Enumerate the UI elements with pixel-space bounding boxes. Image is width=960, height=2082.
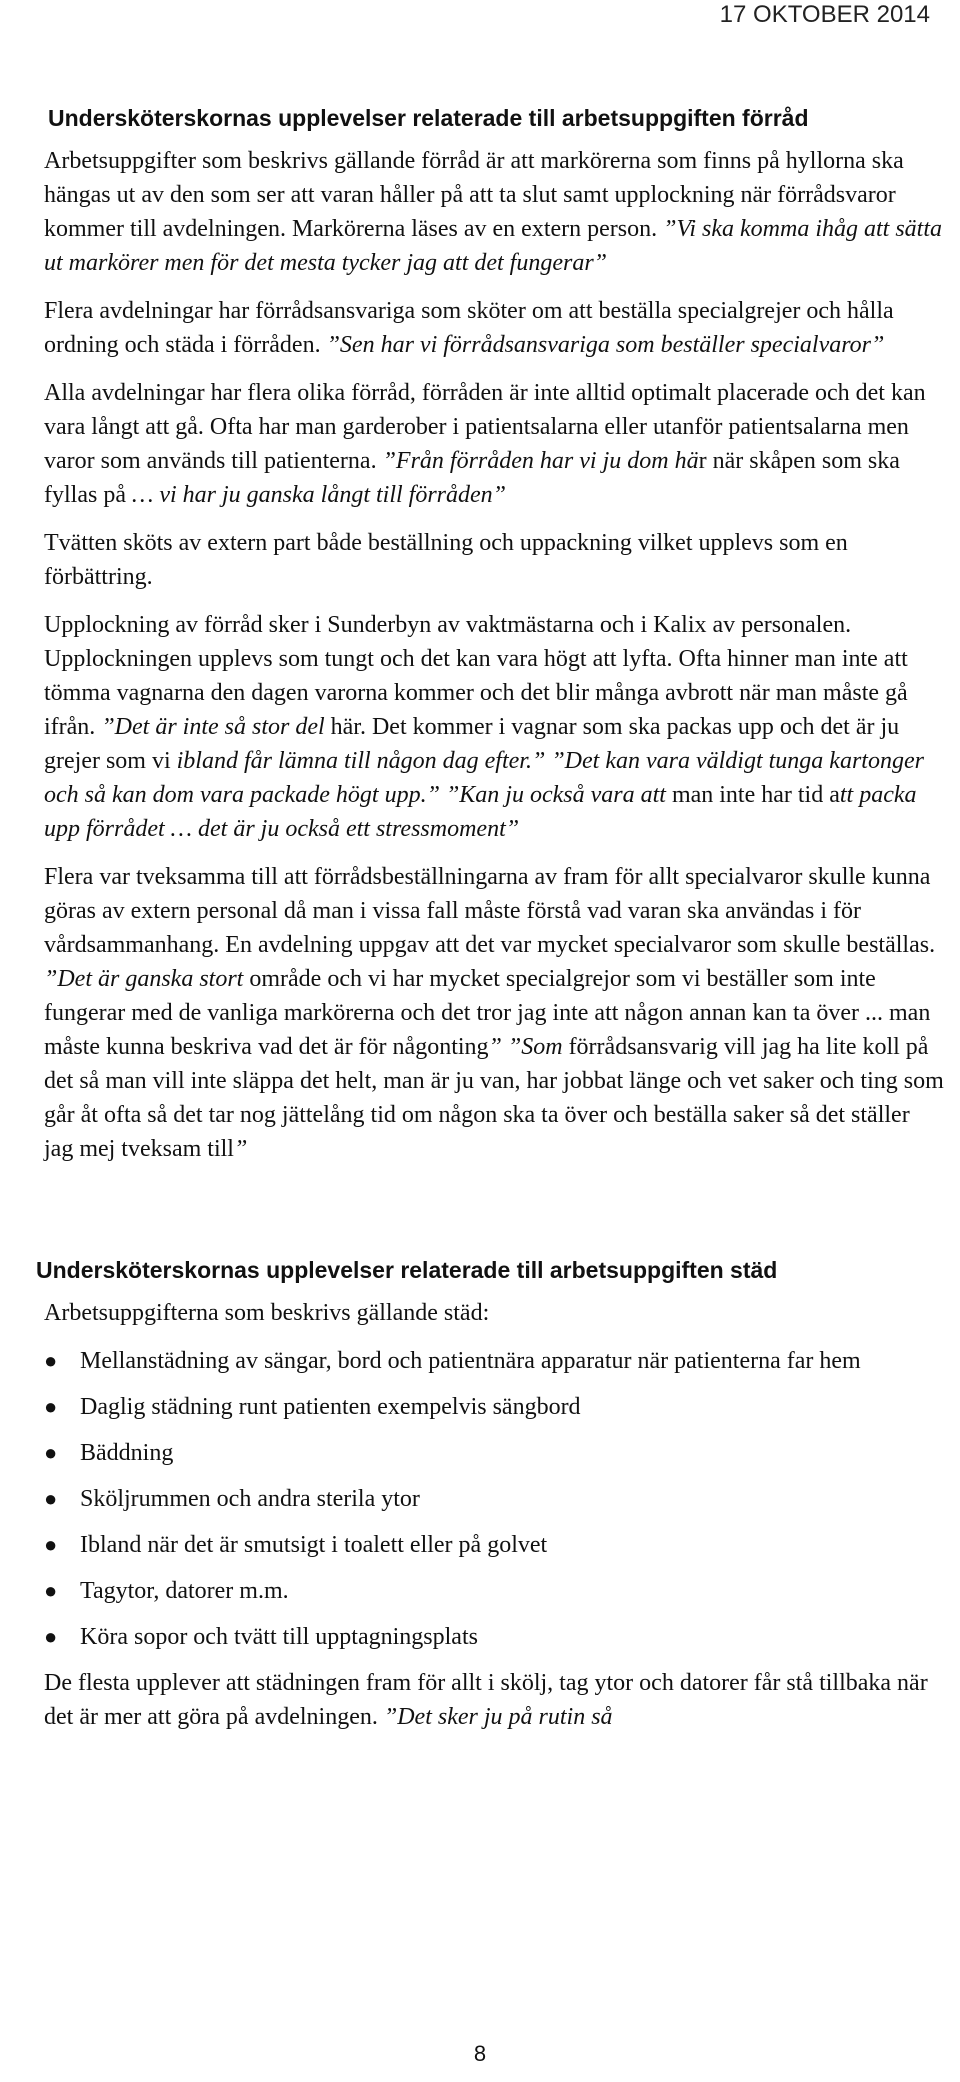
bullet-icon: ● — [44, 1532, 58, 1557]
bullet-icon: ● — [44, 1440, 58, 1465]
list-item — [44, 1482, 944, 1516]
list-item-text: Mellanstädning av sängar, bord och patientnära apparatur när patienterna far hem — [80, 1348, 861, 1374]
body-text: förrådsansvarig vill jag ha lite koll på det så man vill inte släppa det helt, man är ju van, har jobbat länge och vet saker och ting som går åt ofta så det tar nog jättelång tid om någon ska ta över och beställa saker så det ställer jag mej tveksam till — [44, 1034, 944, 1162]
bullet-icon: ● — [44, 1624, 58, 1649]
body-text: Arbetsuppgifter som beskrivs gällande förråd är att markörerna som finns på hyllorna ska hängas ut av den som ser att varan håller på att ta slut samt upplockning när förrådsvaror kommer till avdelningen. Markörerna läses av en extern person. — [44, 148, 904, 242]
paragraph — [44, 608, 944, 846]
list-item-text: Tagytor, datorer m.m. — [80, 1578, 289, 1604]
list-item-text: Köra sopor och tvätt till upptagningsplats — [80, 1624, 478, 1650]
section-heading-stad: Undersköterskornas upplevelser relaterade till arbetsuppgiften städ — [36, 1257, 778, 1283]
quote-text: … vi har ju ganska långt till förråden” — [131, 482, 506, 508]
paragraph — [44, 376, 944, 512]
body-text: Alla avdelningar har flera olika förråd, förråden är inte alltid optimalt placerade och det kan vara långt att gå. Ofta har man garderober i patientsalarna eller utanför patientsalarna men varor som används till patienterna. — [44, 380, 926, 474]
section-stad-closing — [44, 1666, 944, 1734]
list-item — [44, 1344, 944, 1378]
quote-text: ibland får lämna till någon dag efter.” ”Det kan vara väldigt tunga kartonger och så kan dom vara packade högt upp.” ”Kan ju också vara att — [44, 748, 924, 808]
body-text: r när skåpen som ska fyllas på — [44, 448, 900, 508]
quote-text: ” ”Som — [488, 1034, 563, 1060]
quote-text: ”Det är inte så stor del — [101, 714, 325, 740]
list-item — [44, 1574, 944, 1608]
quote-text: ”Från förråden har vi ju dom hä — [382, 448, 699, 474]
body-text: Tvätten sköts av extern part både beställning och uppackning vilket upplevs som en förbättring. — [44, 530, 848, 590]
paragraph — [44, 860, 944, 1166]
paragraph — [44, 526, 944, 594]
section-gap — [44, 1180, 944, 1252]
quote-text: ” — [233, 1136, 248, 1162]
document-body — [36, 100, 944, 1748]
list-item — [44, 1620, 944, 1654]
paragraph — [44, 144, 944, 280]
quote-text: ”Sen har vi förrådsansvariga som beställer specialvaror” — [326, 332, 885, 358]
body-text: Upplockning av förråd sker i Sunderbyn av vaktmästarna och i Kalix av personalen. Upplockningen upplevs som tungt och det kan vara högt att lyfta. Ofta hinner man inte att tömma vagnarna den dagen varorna kommer och det blir många avbrott när man måste gå ifrån. — [44, 612, 908, 740]
body-text: man inte har tid a — [665, 782, 840, 808]
body-text: De flesta upplever att städningen fram för allt i skölj, tag ytor och datorer får stå tillbaka när det är mer att göra på avdelningen. — [44, 1670, 928, 1730]
section-forrad-paragraphs — [44, 144, 944, 1166]
section-stad-intro: Arbetsuppgifterna som beskrivs gällande städ: — [44, 1300, 490, 1326]
bullet-icon: ● — [44, 1394, 58, 1419]
list-item — [44, 1390, 944, 1424]
page-number: 8 — [473, 2041, 487, 2066]
paragraph — [44, 294, 944, 362]
quote-text: tt packa upp förrådet … det är ju också ett stressmoment” — [44, 782, 917, 842]
body-text: område och vi har mycket specialgrejor som vi beställer som inte fungerar med de vanliga markörerna och det tror jag inte att någon annan kan ta över ... man måste kunna beskriva vad det är för någonting — [44, 966, 931, 1060]
list-item — [44, 1436, 944, 1470]
bullet-icon: ● — [44, 1578, 58, 1603]
list-item-text: Bäddning — [80, 1440, 174, 1466]
list-item — [44, 1528, 944, 1562]
section-heading-forrad: Undersköterskornas upplevelser relaterade till arbetsuppgiften förråd — [48, 105, 809, 131]
bullet-icon: ● — [44, 1486, 58, 1511]
body-text: Flera var tveksamma till att förrådsbeställningarna av fram för allt specialvaror skulle kunna göras av extern personal då man i vissa fall måste förstå vad varan ska användas i för vårdsammanhang. En avdelning uppgav att det var mycket specialvaror som skulle beställas. — [44, 864, 936, 958]
quote-text: ”Vi ska komma ihåg att sätta ut markörer men för det mesta tycker jag att det fungerar” — [44, 216, 943, 276]
list-item-text: Sköljrummen och andra sterila ytor — [80, 1486, 420, 1512]
list-item-text: Daglig städning runt patienten exempelvis sängbord — [80, 1394, 581, 1420]
bullet-icon: ● — [44, 1348, 58, 1373]
body-text: här. Det kommer i vagnar som ska packas upp och det är ju grejer som vi — [44, 714, 900, 774]
quote-text: ”Det sker ju på rutin så — [383, 1704, 613, 1730]
list-item-text: Ibland när det är smutsigt i toalett eller på golvet — [80, 1532, 548, 1558]
quote-text: ”Det är ganska stort — [44, 966, 244, 992]
page-header-date: 17 OKTOBER 2014 — [719, 1, 930, 28]
body-text: Flera avdelningar har förrådsansvariga som sköter om att beställa specialgrejer och hålla ordning och städa i förråden. — [44, 298, 894, 358]
stad-task-list — [44, 1344, 944, 1654]
